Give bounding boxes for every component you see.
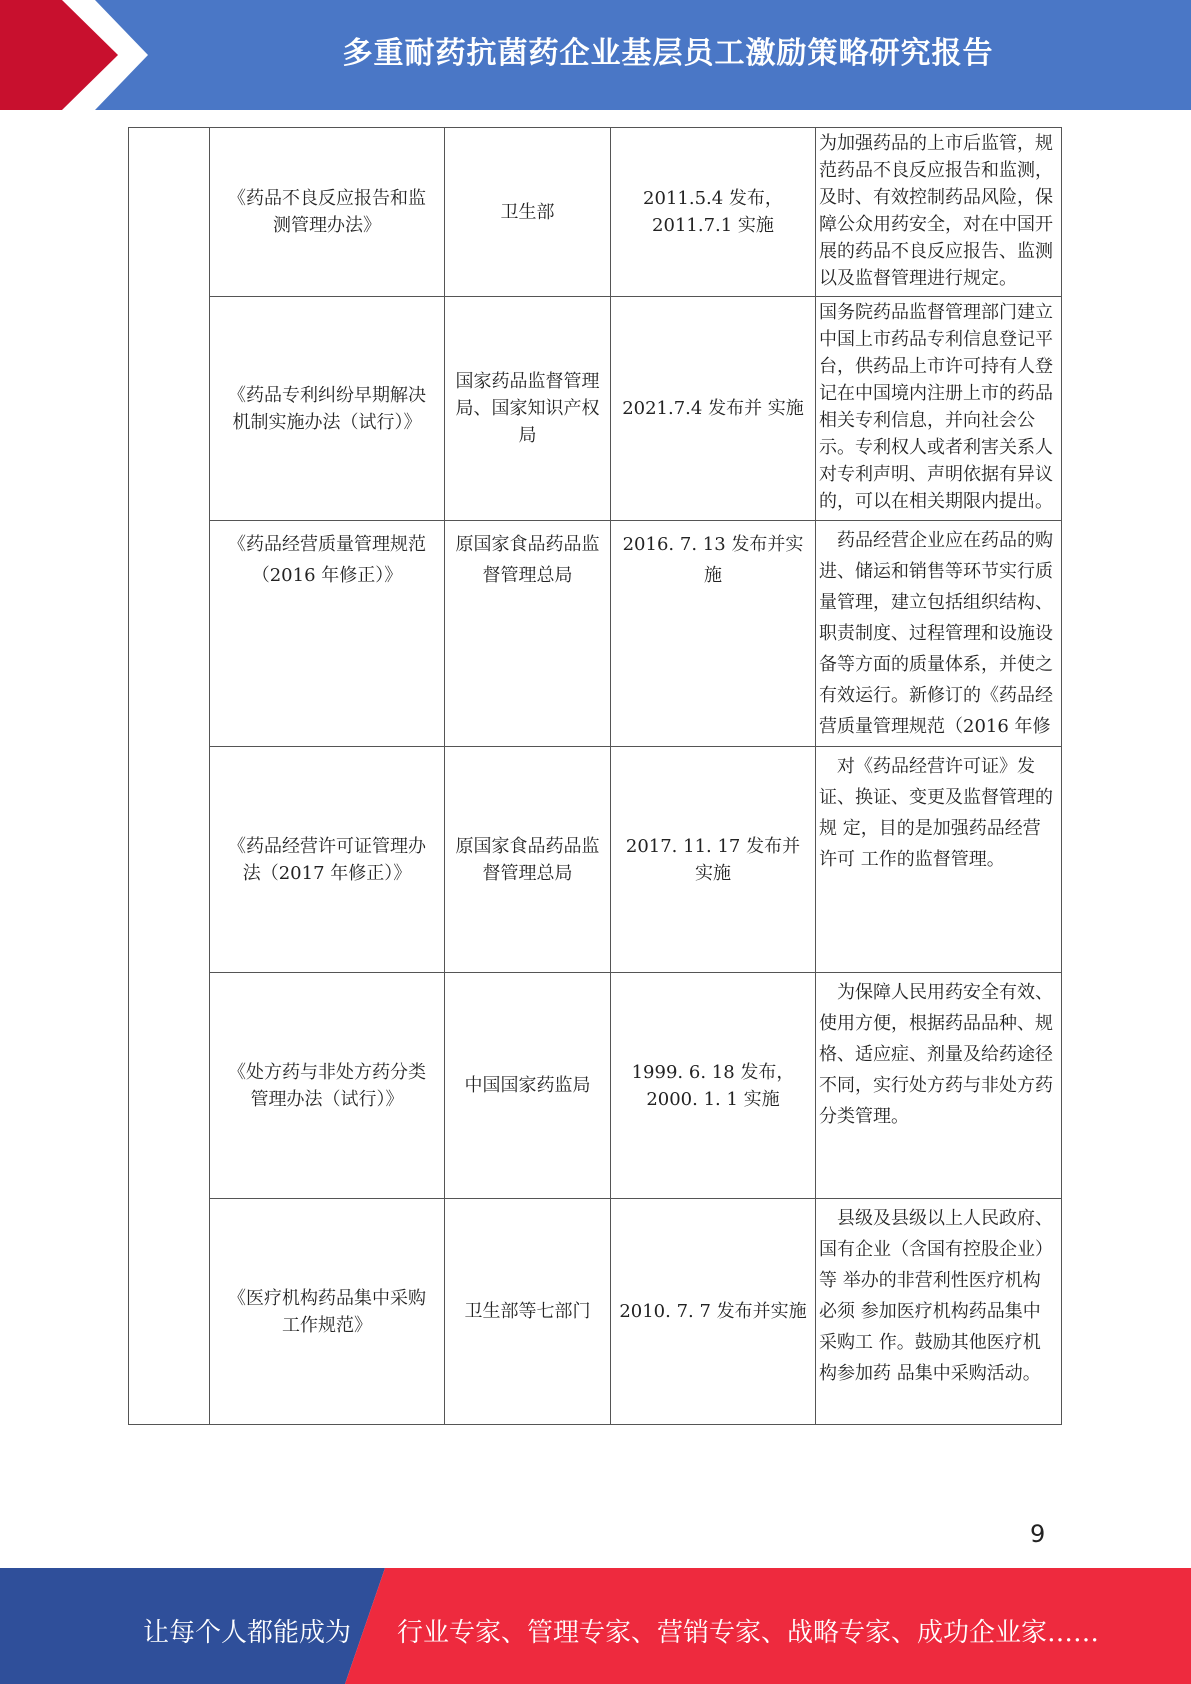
issuing-authority-cell-text: 国家药品监督管理局、国家知识产权局 xyxy=(455,371,600,446)
policy-name-cell xyxy=(210,521,445,747)
description-cell xyxy=(816,747,1062,973)
date-cell-text: 2010. 7. 7 发布并实施 xyxy=(619,1301,807,1322)
policy-name-cell xyxy=(210,128,445,297)
policy-name-cell-text: 《处方药与非处方药分类管理办法（试行）》 xyxy=(228,1061,426,1110)
footer-slogan-right: 行业专家、管理专家、营销专家、战略专家、成功企业家…… xyxy=(397,1618,1100,1648)
description-cell xyxy=(816,128,1062,297)
date-cell xyxy=(611,973,816,1199)
date-cell-text: 2017. 11. 17 发布并实施 xyxy=(625,835,801,884)
policy-name-cell-text: 《药品经营许可证管理办法（2017 年修正）》 xyxy=(228,835,426,884)
description-cell xyxy=(816,297,1062,521)
issuing-authority-cell xyxy=(445,297,611,521)
issuing-authority-cell-text: 原国家食品药品监督管理总局 xyxy=(455,835,600,884)
table-row xyxy=(129,297,1062,521)
policy-name-cell xyxy=(210,297,445,521)
report-title: 多重耐药抗菌药企业基层员工激励策略研究报告 xyxy=(342,36,994,71)
policy-name-cell-text: 《药品专利纠纷早期解决机制实施办法（试行）》 xyxy=(228,384,426,433)
policy-name-cell-text: 《医疗机构药品集中采购工作规范》 xyxy=(228,1287,426,1336)
issuing-authority-cell xyxy=(445,1199,611,1425)
issuing-authority-cell-text: 卫生部等七部门 xyxy=(464,1301,591,1322)
footer-slogan-left: 让每个人都能成为 xyxy=(143,1618,352,1648)
issuing-authority-cell xyxy=(445,521,611,747)
table-row xyxy=(129,128,1062,297)
table-row xyxy=(129,973,1062,1199)
description-cell-text: 药品经营企业应在药品的购进、储运和销售等环节实行质 量管理，建立包括组织结构、 职责制度、过程管理和设施设 备等方面的质量体系，并使之 有效运行。新修订的《药品经 营质量管理规范（2016 年修 xyxy=(819,530,1053,735)
issuing-authority-cell-text: 卫生部 xyxy=(500,201,555,223)
description-cell-text: 对《药品经营许可证》发证、换证、变更及监督管理的规 定，目的是加强药品经营许可 工作的监督管理。 xyxy=(819,756,1053,870)
policy-name-cell-text: 《药品经营质量管理规范（2016 年修正）》 xyxy=(228,533,426,586)
table-row xyxy=(129,747,1062,973)
issuing-authority-cell-text: 中国国家药监局 xyxy=(464,1075,591,1096)
date-cell xyxy=(611,297,816,521)
policy-name-cell xyxy=(210,973,445,1199)
date-cell xyxy=(611,128,816,297)
issuing-authority-cell xyxy=(445,973,611,1199)
policy-name-cell xyxy=(210,747,445,973)
date-cell xyxy=(611,1199,816,1425)
table-row xyxy=(129,1199,1062,1425)
issuing-authority-cell xyxy=(445,747,611,973)
date-cell xyxy=(611,521,816,747)
date-cell-text: 2016. 7. 13 发布并实施 xyxy=(622,533,804,586)
page-header xyxy=(0,0,1191,110)
description-cell-text: 国务院药品监督管理部门建立 中国上市药品专利信息登记平 台，供药品上市许可持有人登 记在中国境内注册上市的药品 相关专利信息，并向社会公 示。专利权人或者利害关系人 对专利声明、声明依据有异议 的，可以在相关期限内提出。 xyxy=(819,302,1053,512)
issuing-authority-cell xyxy=(445,128,611,297)
policy-name-cell xyxy=(210,1199,445,1425)
page-footer xyxy=(0,1568,1191,1684)
description-cell xyxy=(816,973,1062,1199)
table-row xyxy=(129,521,1062,747)
date-cell-text: 1999. 6. 18 发布，2000. 1. 1 实施 xyxy=(631,1061,795,1110)
date-cell xyxy=(611,747,816,973)
issuing-authority-cell-text: 原国家食品药品监督管理总局 xyxy=(455,533,600,586)
description-cell-text: 县级及县级以上人民政府、国有企业（含国有控股企业）等 举办的非营利性医疗机构必须 参加医疗机构药品集中采购工 作。鼓励其他医疗机构参加药 品集中采购活动。 xyxy=(819,1208,1053,1384)
description-cell-text: 为保障人民用药安全有效、使用方便，根据药品品种、规 格、适应症、剂量及给药途径 不同，实行处方药与非处方药 分类管理。 xyxy=(819,982,1053,1127)
description-cell-text: 为加强药品的上市后监管，规 范药品不良反应报告和监测， 及时、有效控制药品风险，保 障公众用药安全，对在中国开 展的药品不良反应报告、监测 以及监督管理进行规定。 xyxy=(819,133,1053,289)
page-number: 9 xyxy=(1030,1520,1046,1548)
description-cell xyxy=(816,1199,1062,1425)
description-cell xyxy=(816,521,1062,747)
policy-table xyxy=(128,127,1062,1425)
policy-name-cell-text: 《药品不良反应报告和监测管理办法》 xyxy=(228,188,426,236)
category-cell xyxy=(129,128,210,1425)
date-cell-text: 2021.7.4 发布并 实施 xyxy=(622,398,804,419)
date-cell-text: 2011.5.4 发布，2011.7.1 实施 xyxy=(643,188,783,236)
